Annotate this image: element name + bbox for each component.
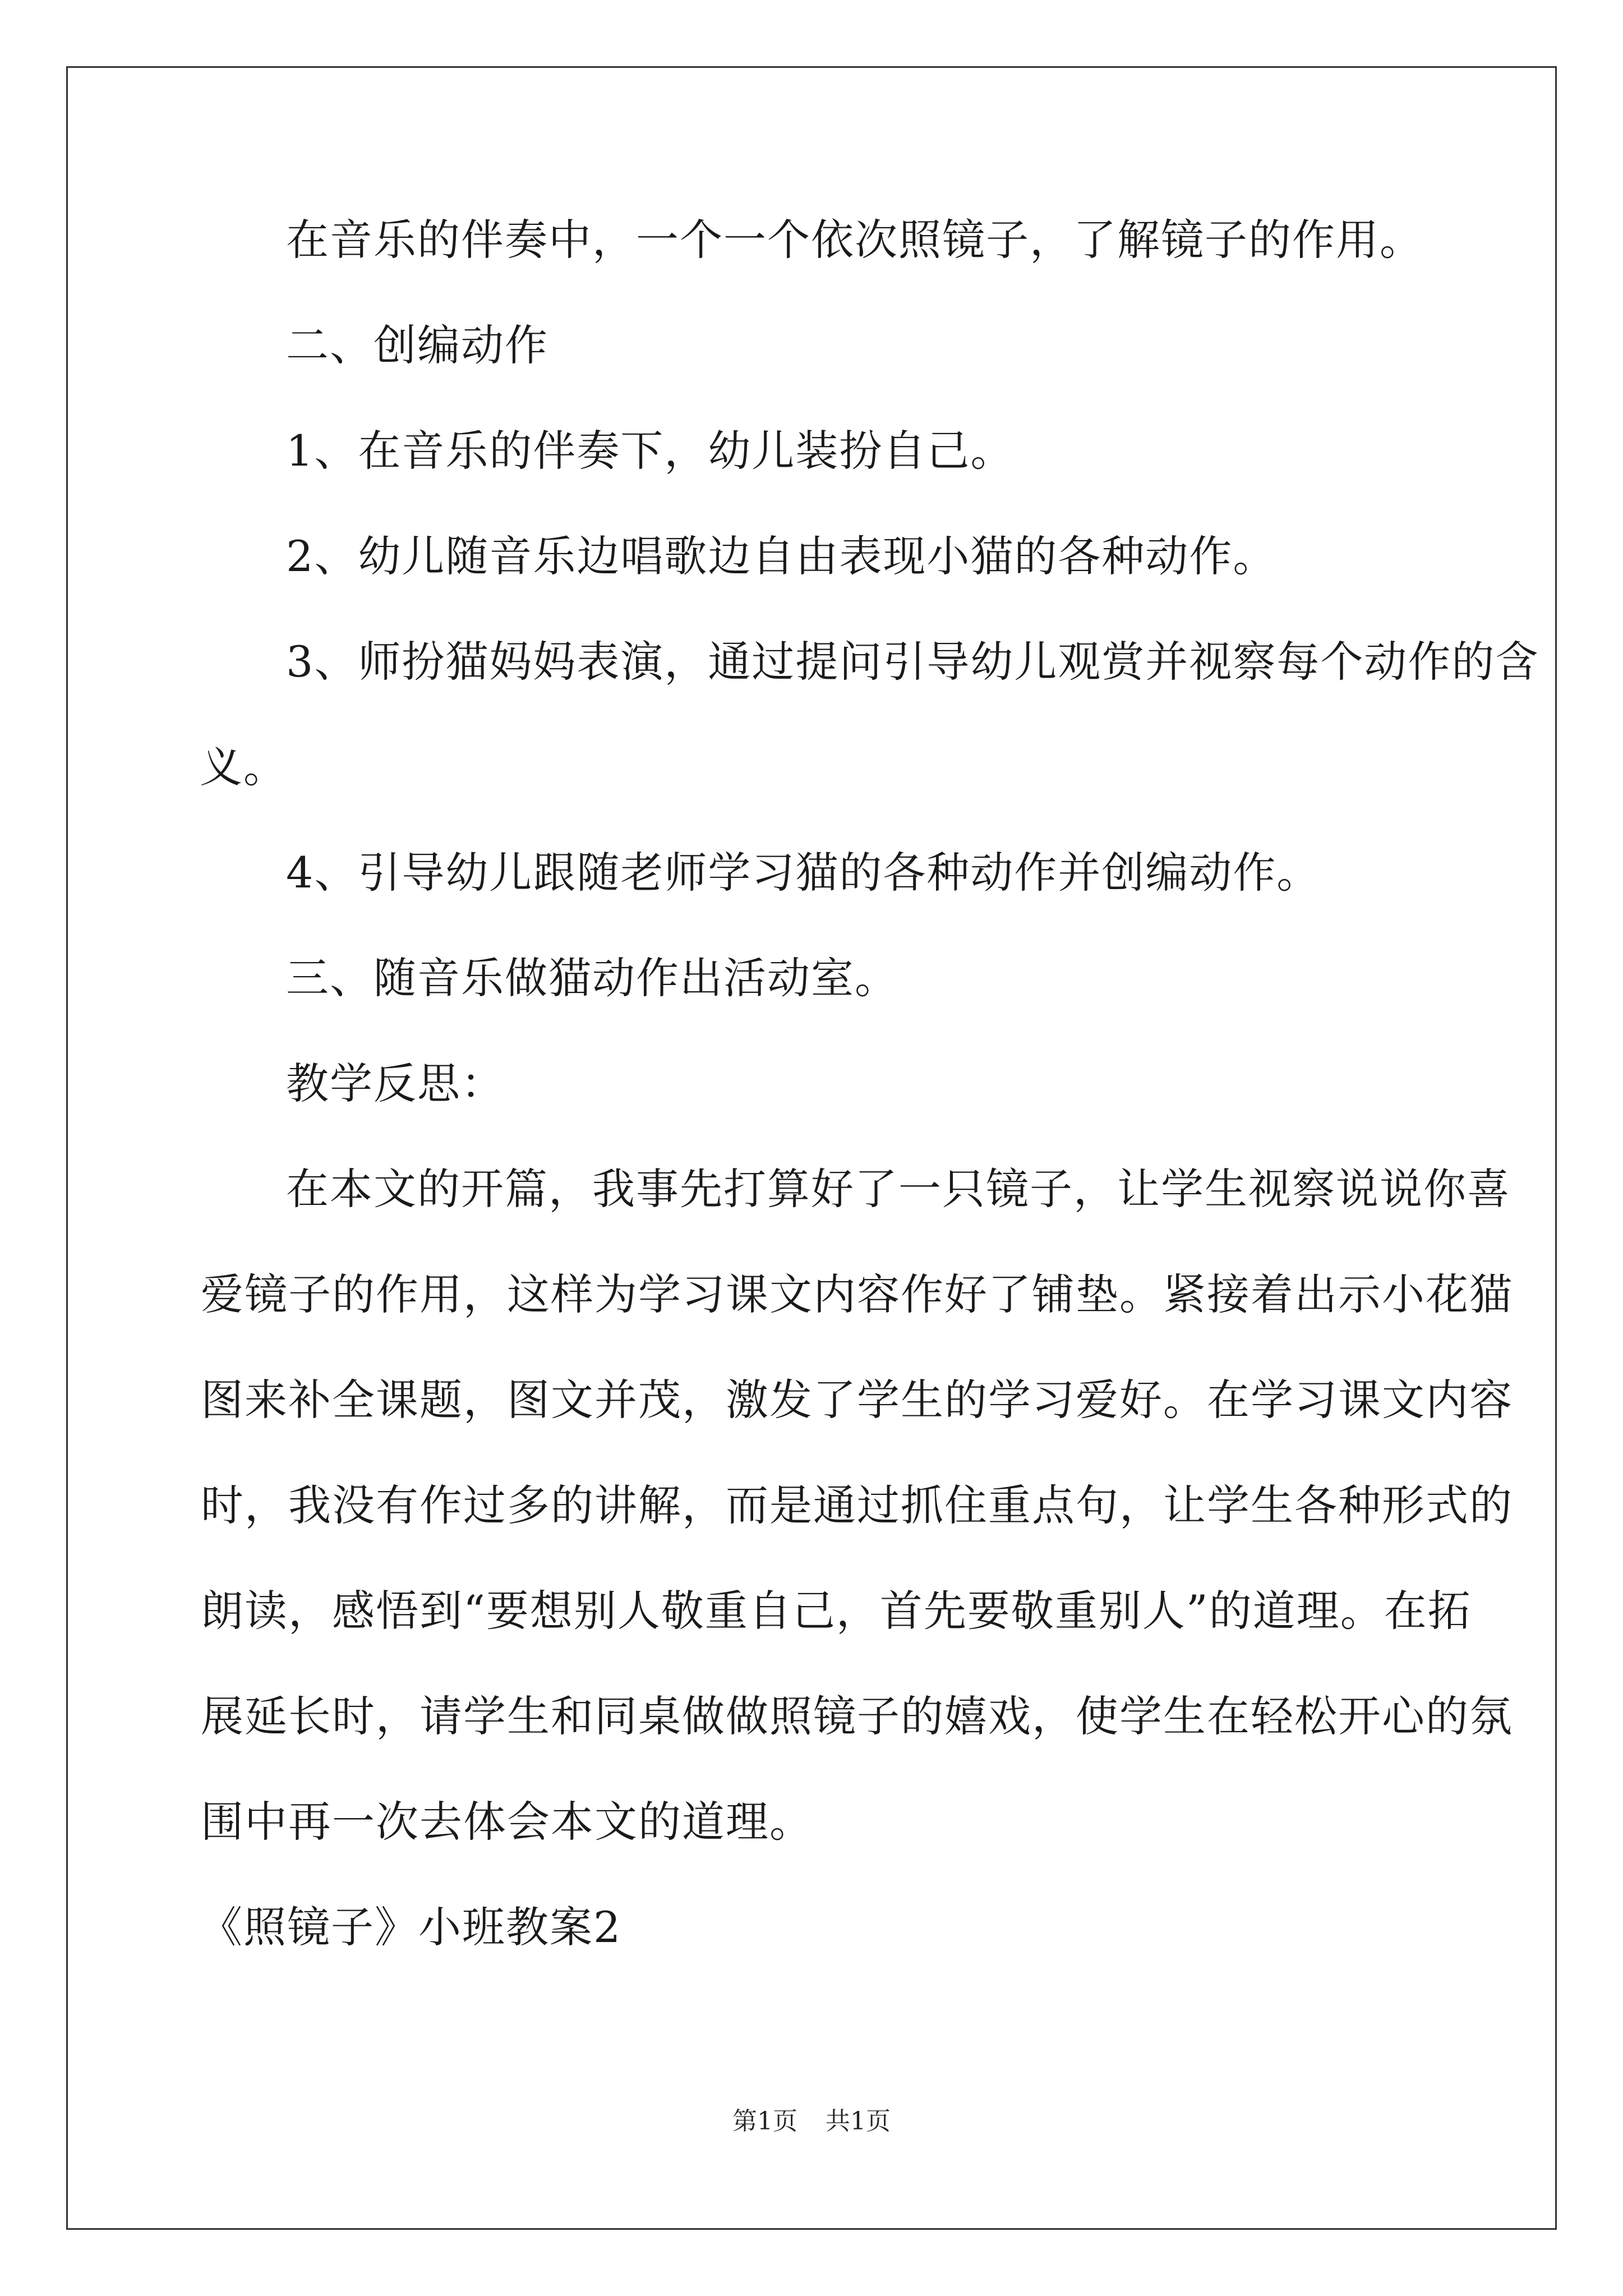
page-footer — [0, 2105, 1623, 2138]
step-1: 1、在音乐的伴奏下，幼儿装扮自己。 — [286, 426, 1015, 476]
step-3-line-1: 3、师扮猫妈妈表演，通过提问引导幼儿观赏并视察每个动作的含 — [286, 637, 1539, 687]
page-number: 第1页 — [732, 2107, 797, 2136]
step-3-line-2: 义。 — [200, 742, 287, 792]
reflection-line-7: 围中再一次去体会本文的道理。 — [201, 1797, 813, 1847]
reflection-line-3: 图来补全课题，图文并茂，激发了学生的学习爱好。在学习课文内容 — [201, 1375, 1513, 1425]
heading-reflection: 教学反思： — [286, 1059, 505, 1108]
reflection-line-5: 朗读，感悟到“要想别人敬重自己，首先要敬重别人”的道理。在拓 — [201, 1586, 1472, 1636]
reflection-line-4: 时，我没有作过多的讲解，而是通过抓住重点句，让学生各种形式的 — [201, 1480, 1513, 1530]
heading-create-actions: 二、创编动作 — [286, 320, 548, 370]
section-title: 《照镜子》小班教案2 — [200, 1902, 622, 1952]
reflection-line-2: 爱镜子的作用，这样为学习课文内容作好了铺垫。紧接着出示小花猫 — [201, 1269, 1513, 1319]
heading-exit-activity: 三、随音乐做猫动作出活动室。 — [286, 953, 898, 1003]
reflection-line-6: 展延长时，请学生和同桌做做照镜子的嬉戏，使学生在轻松开心的氛 — [201, 1691, 1513, 1741]
reflection-line-1: 在本文的开篇，我事先打算好了一只镜子，让学生视察说说你喜 — [286, 1164, 1511, 1214]
step-2: 2、幼儿随音乐边唱歌边自由表现小猫的各种动作。 — [286, 531, 1277, 581]
step-4: 4、引导幼儿跟随老师学习猫的各种动作并创编动作。 — [286, 848, 1321, 898]
paragraph-mirror-activity: 在音乐的伴奏中，一个一个依次照镜子，了解镜子的作用。 — [286, 215, 1423, 265]
page-total: 共1页 — [826, 2107, 891, 2136]
